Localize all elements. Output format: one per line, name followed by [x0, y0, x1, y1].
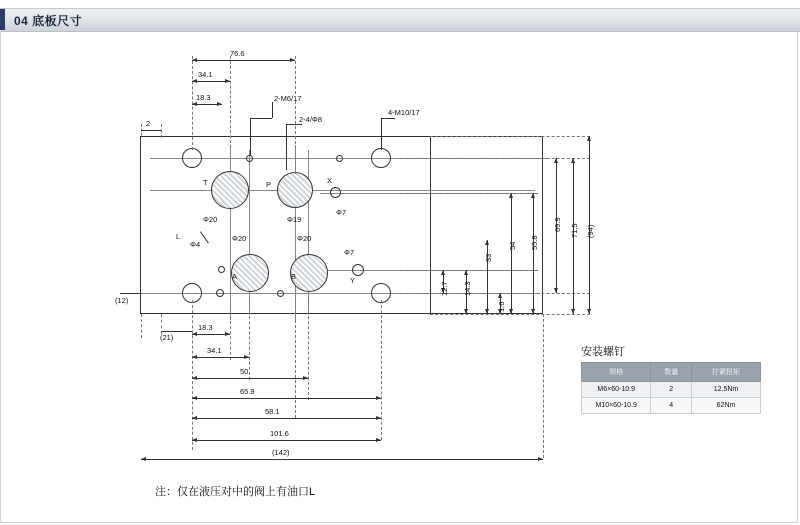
ext-right-6 — [430, 136, 590, 137]
label-L-dia: Φ4 — [190, 240, 201, 249]
dia-T: Φ20 — [203, 215, 218, 224]
mounting-hole-top-left — [182, 148, 202, 168]
arr-341b-r — [244, 355, 249, 359]
arr-54-d — [509, 309, 513, 314]
ext-bot-9 — [543, 314, 544, 458]
arr-1_6-u — [498, 293, 502, 298]
dim-12_7: 12.7 — [440, 281, 449, 296]
arr-50-r — [303, 376, 308, 380]
mounting-hole-top-right — [371, 148, 391, 168]
table-row — [582, 382, 761, 398]
dim-line-142 — [141, 459, 543, 460]
ext-top-3 — [295, 56, 296, 174]
page-title: 04 底板尺寸 — [14, 14, 83, 28]
dim-54: 54 — [508, 241, 517, 250]
dim-line-2-top — [141, 130, 161, 131]
label-port-T: T — [203, 178, 208, 187]
label-port-Y: Y — [350, 276, 356, 285]
arr-142-r — [538, 457, 543, 461]
dim-1016: 101.6 — [270, 429, 289, 438]
dim-line-766 — [192, 60, 295, 61]
section-header — [0, 8, 800, 32]
ext-bot-7 — [141, 314, 142, 338]
arr-1016-r — [376, 438, 381, 442]
dim-line-54 — [511, 193, 512, 314]
ext-bot-4 — [295, 300, 296, 418]
dim-arrow-183-r — [217, 102, 222, 106]
dim-21: (21) — [160, 333, 174, 342]
table-header-row — [582, 363, 761, 382]
arr-12_7-u — [441, 270, 445, 275]
screw-table — [581, 362, 761, 414]
table-row — [582, 398, 761, 414]
dim-94: (94) — [586, 224, 595, 238]
leader-phi8 — [286, 124, 287, 170]
dim-arrow-766-l — [192, 58, 197, 62]
ext-bot-5 — [308, 296, 309, 400]
label-port-X: X — [327, 176, 333, 185]
centerline-upper — [150, 190, 535, 191]
arr-55_8-u — [531, 193, 535, 198]
dim-arrow-341-r — [225, 79, 230, 83]
ext-bot-2 — [230, 300, 231, 360]
dim-line-55_8 — [533, 193, 534, 314]
dim-2-top: 2 — [146, 119, 151, 128]
cell-torque-1: 12.5Nm — [692, 382, 761, 398]
footnote: 注：仅在液压对中的阀上有油口L — [155, 486, 316, 498]
dim-line-659 — [192, 398, 381, 399]
dim-arrow-766-r — [290, 58, 295, 62]
leader-m10 — [381, 118, 382, 150]
cell-spec-2: M10×60-10.9 — [582, 398, 651, 414]
arr-581-r — [376, 416, 381, 420]
arr-71_5-d — [571, 309, 575, 314]
arr-659-l — [192, 396, 197, 400]
dim-line-12 — [120, 293, 142, 294]
col-qty: 数量 — [651, 363, 692, 382]
ext-top-0 — [161, 124, 162, 138]
arr-55_8-d — [531, 309, 535, 314]
cell-torque-2: 62Nm — [692, 398, 761, 414]
arr-1016-l — [192, 438, 197, 442]
arr-94-d — [587, 309, 591, 314]
ext-top-2 — [230, 56, 231, 148]
ext-bot-3 — [249, 296, 250, 380]
label-port-B: B — [291, 272, 297, 281]
label-port-A: A — [232, 272, 238, 281]
leader-phi8-h — [286, 124, 302, 125]
dim-arrow-341-l — [192, 79, 197, 83]
cell-qty-2: 4 — [651, 398, 692, 414]
arr-183b-l — [192, 332, 197, 336]
arr-14_3-u — [464, 270, 468, 275]
leader-m6 — [250, 118, 251, 156]
leader-m6-h — [250, 118, 272, 119]
ext-right-5 — [430, 314, 590, 315]
thread-hole-m6-right — [336, 155, 343, 162]
arr-94-u — [587, 136, 591, 141]
arr-33-d — [485, 309, 489, 314]
col-spec: 规格 — [582, 363, 651, 382]
arr-33-u — [485, 240, 489, 245]
leader-m6b — [272, 102, 273, 118]
dim-142: (142) — [272, 448, 290, 457]
dim-line-33 — [487, 240, 488, 314]
dim-183-bot: 18.3 — [198, 323, 213, 332]
label-L: L — [176, 232, 181, 241]
dim-341-bot: 34.1 — [207, 346, 222, 355]
dim-341-top: 34.1 — [198, 70, 213, 79]
port-L — [218, 266, 225, 273]
dim-659: 65.9 — [240, 387, 255, 396]
arr-14_3-d — [464, 309, 468, 314]
ext-bot-6 — [381, 300, 382, 440]
arr-50-l — [192, 376, 197, 380]
arr-142-l — [141, 457, 146, 461]
col-torque: 拧紧扭矩 — [692, 363, 761, 382]
callout-phi8: 2-4/Φ8 — [299, 115, 323, 124]
arr-69_9-d — [554, 288, 558, 293]
dim-71_5: 71.5 — [570, 223, 579, 238]
ext-right-4 — [400, 293, 590, 294]
dim-69_9: 69.9 — [553, 217, 562, 232]
ext-right-2 — [400, 193, 538, 194]
port-P — [277, 172, 313, 208]
dia-A: Φ20 — [232, 234, 247, 243]
dia-P: Φ19 — [287, 215, 302, 224]
dim-33: 33 — [484, 253, 493, 262]
callout-m6: 2-M6/17 — [274, 94, 302, 103]
arr-581-l — [192, 416, 197, 420]
dim-55_8: 55.8 — [530, 235, 539, 250]
port-Y — [352, 264, 364, 276]
cell-qty-1: 2 — [651, 382, 692, 398]
dim-14_3: 14.3 — [463, 281, 472, 296]
dim-12-left: (12) — [115, 296, 129, 305]
arr-183b-r — [225, 332, 230, 336]
leader-m10-h — [381, 118, 395, 119]
dim-line-1016 — [192, 440, 381, 441]
port-X — [330, 187, 341, 198]
dim-1_6: 1.6 — [497, 301, 506, 312]
arr-71_5-u — [571, 158, 575, 163]
dim-arrow-183-l — [192, 102, 197, 106]
locating-hole-lower — [216, 289, 224, 297]
dim-183-top: 18.3 — [196, 93, 211, 102]
plate-inner-line — [430, 136, 431, 314]
dim-line-21 — [161, 331, 192, 332]
dim-50: 50 — [240, 367, 249, 376]
cell-spec-1: M6×60-10.9 — [582, 382, 651, 398]
header-accent-bar — [0, 9, 5, 31]
dim-line-581 — [192, 418, 381, 419]
label-port-P: P — [266, 180, 272, 189]
locating-hole-mid — [277, 290, 284, 297]
dia-B: Φ20 — [297, 234, 312, 243]
port-T — [211, 171, 249, 209]
screw-table-title: 安装螺钉 — [581, 346, 625, 358]
callout-m10: 4-M10/17 — [388, 108, 420, 117]
ext-right-1 — [400, 158, 590, 159]
dim-line-341-bot — [192, 357, 249, 358]
arr-341b-l — [192, 355, 197, 359]
dim-581: 58.1 — [265, 407, 280, 416]
arr-69_9-u — [554, 158, 558, 163]
dia-Y: Φ7 — [344, 248, 355, 257]
ext-right-3 — [400, 270, 538, 271]
arr-54-u — [509, 193, 513, 198]
dim-line-50 — [192, 378, 308, 379]
arr-659-r — [376, 396, 381, 400]
dim-766: 76.6 — [230, 49, 245, 58]
thread-hole-m6-left — [246, 155, 253, 162]
dia-X: Φ7 — [336, 208, 347, 217]
